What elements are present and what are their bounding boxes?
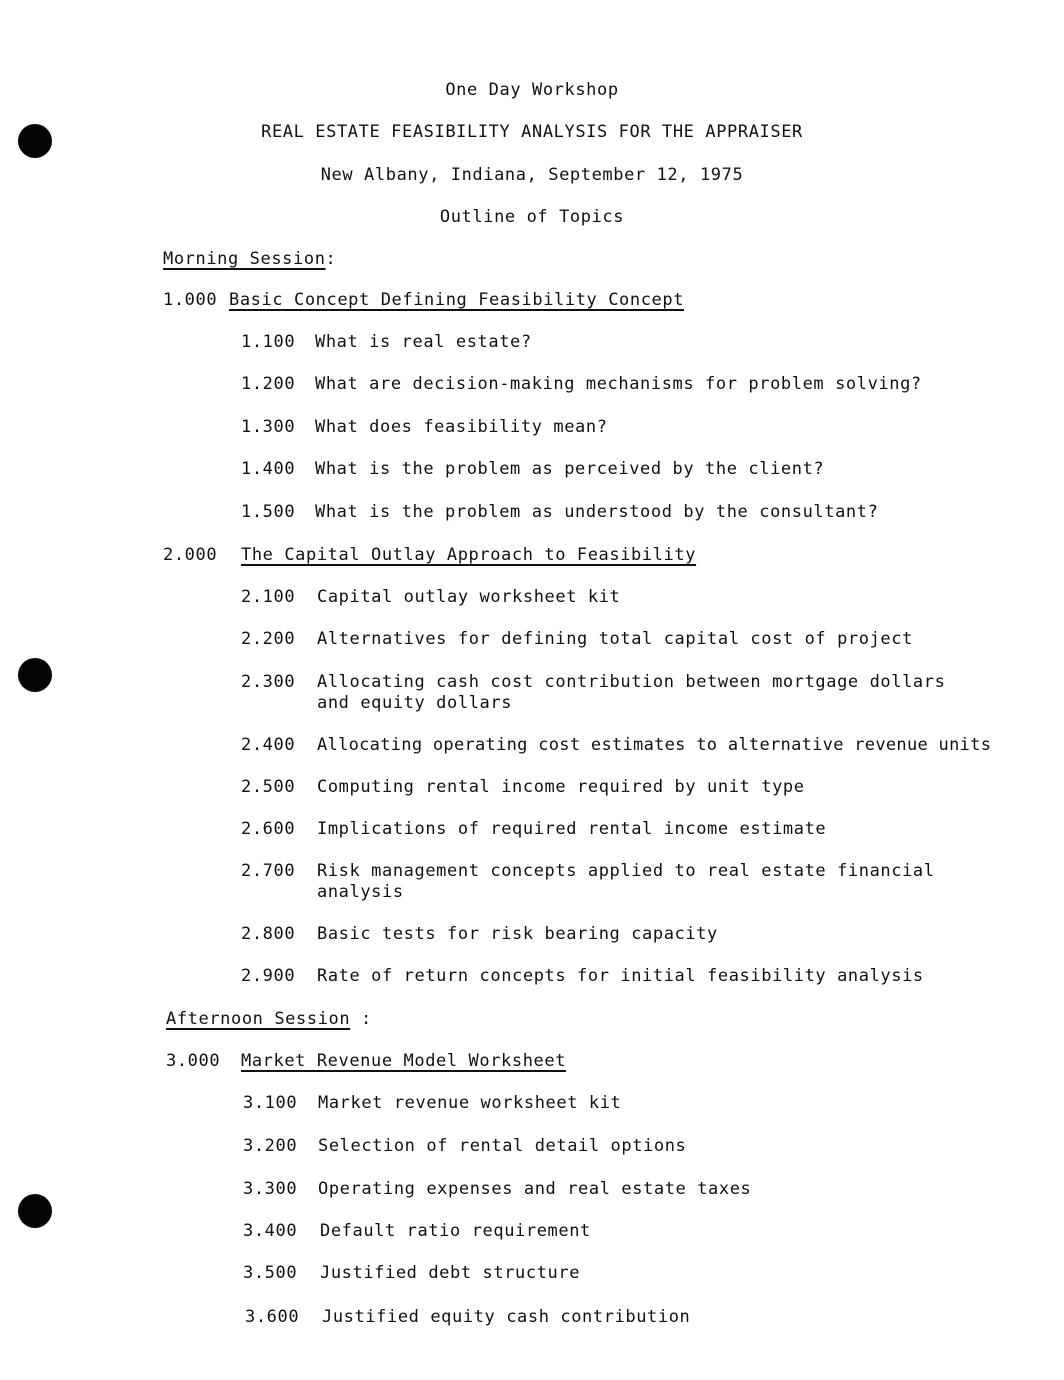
outline-heading: Outline of Topics bbox=[439, 207, 625, 227]
item-text-continuation: analysis bbox=[317, 882, 404, 902]
item-text: What are decision-making mechanisms for problem solving? bbox=[315, 374, 922, 394]
item-text: What is the problem as understood by the consultant? bbox=[315, 502, 879, 522]
afternoon-session-heading: Afternoon Session : bbox=[166, 1009, 372, 1029]
section-num: 1.000 bbox=[163, 290, 218, 310]
item-num: 2.900 bbox=[241, 966, 296, 986]
document-title: REAL ESTATE FEASIBILITY ANALYSIS FOR THE APPRAISER bbox=[261, 122, 803, 142]
item-text: Justified equity cash contribution bbox=[322, 1307, 691, 1327]
item-text: Risk management concepts applied to real estate financial bbox=[317, 861, 935, 881]
item-num: 3.500 bbox=[243, 1263, 298, 1283]
item-text: Alternatives for defining total capital cost of project bbox=[317, 629, 913, 649]
item-text: Allocating operating cost estimates to alternative revenue units bbox=[317, 735, 992, 755]
punch-hole-middle bbox=[18, 658, 52, 692]
item-text: Allocating cash cost contribution between mortgage dollars bbox=[317, 672, 946, 692]
item-num: 1.500 bbox=[241, 502, 296, 522]
item-num: 2.700 bbox=[241, 861, 296, 881]
item-text: Selection of rental detail options bbox=[318, 1136, 687, 1156]
item-num: 3.100 bbox=[243, 1093, 298, 1113]
workshop-label: One Day Workshop bbox=[445, 80, 619, 100]
section-num: 3.000 bbox=[166, 1051, 221, 1071]
item-num: 2.600 bbox=[241, 819, 296, 839]
item-num: 1.200 bbox=[241, 374, 296, 394]
item-text: Default ratio requirement bbox=[320, 1221, 591, 1241]
item-text: What is the problem as perceived by the client? bbox=[315, 459, 825, 479]
item-num: 3.200 bbox=[243, 1136, 298, 1156]
item-text-continuation: and equity dollars bbox=[317, 693, 513, 713]
item-text: What does feasibility mean? bbox=[315, 417, 608, 437]
item-text: What is real estate? bbox=[315, 332, 532, 352]
item-num: 2.200 bbox=[241, 629, 296, 649]
item-num: 2.300 bbox=[241, 672, 296, 692]
item-num: 2.500 bbox=[241, 777, 296, 797]
item-text: Justified debt structure bbox=[320, 1263, 581, 1283]
section-title: Basic Concept Defining Feasibility Concept bbox=[229, 290, 685, 310]
item-text: Operating expenses and real estate taxes bbox=[318, 1179, 752, 1199]
morning-session-heading: Morning Session: bbox=[163, 249, 337, 269]
item-num: 2.400 bbox=[241, 735, 296, 755]
item-num: 1.300 bbox=[241, 417, 296, 437]
location-date: New Albany, Indiana, September 12, 1975 bbox=[320, 165, 744, 185]
item-text: Capital outlay worksheet kit bbox=[317, 587, 621, 607]
section-title: Market Revenue Model Worksheet bbox=[241, 1051, 567, 1071]
punch-hole-bottom bbox=[18, 1194, 52, 1228]
section-title: The Capital Outlay Approach to Feasibility bbox=[241, 545, 697, 565]
item-num: 1.100 bbox=[241, 332, 296, 352]
section-num: 2.000 bbox=[163, 545, 218, 565]
item-num: 3.400 bbox=[243, 1221, 298, 1241]
item-num: 2.100 bbox=[241, 587, 296, 607]
item-text: Rate of return concepts for initial feasibility analysis bbox=[317, 966, 924, 986]
item-text: Basic tests for risk bearing capacity bbox=[317, 924, 718, 944]
item-num: 2.800 bbox=[241, 924, 296, 944]
item-num: 1.400 bbox=[241, 459, 296, 479]
item-num: 3.300 bbox=[243, 1179, 298, 1199]
item-text: Market revenue worksheet kit bbox=[318, 1093, 622, 1113]
item-num: 3.600 bbox=[245, 1307, 300, 1327]
item-text: Implications of required rental income estimate bbox=[317, 819, 827, 839]
item-text: Computing rental income required by unit type bbox=[317, 777, 805, 797]
